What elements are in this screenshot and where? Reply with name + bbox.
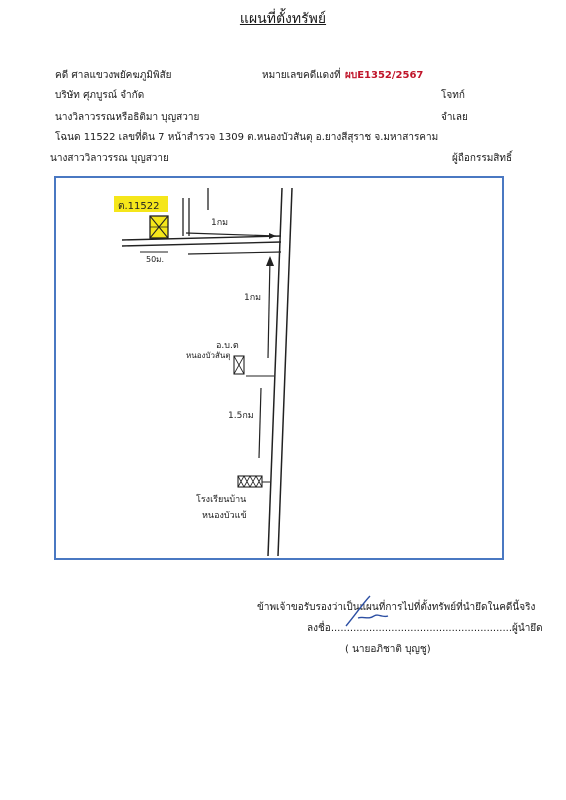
location-map [54,176,504,560]
signature-prefix: ลงชื่อ [307,623,331,634]
plaintiff-name: บริษัท ศุภบูรณ์ จำกัด [55,90,145,101]
distance-side-arrow [268,258,270,358]
junction-sublabel: หนองบัวสันตุ [186,351,231,360]
plaintiff-role: โจทก์ [441,90,465,101]
distance-bottom-arrow [259,388,261,458]
owner-name: นางสาววิลาวรรณ บุญสวาย [50,153,169,164]
certification-statement: ข้าพเจ้าขอรับรองว่าเป็นแผนที่การไปที่ตั้งทรัพย์ที่นำยึดในคดีนี้จริง [257,602,536,613]
parcel-label: ต.11522 [118,201,160,212]
court-name: คดี ศาลแขวงพยัคฆภูมิพิสัย [55,70,172,81]
distance-top-arrow [186,233,276,236]
case-number-value: ผบE1352/2567 [345,70,424,81]
map-drawing [56,178,502,558]
signature-dots: ......................................................... [330,623,512,634]
distance-bottom-label: 1.5กม [228,411,254,421]
defendant-role: จำเลย [441,112,468,123]
deed-details: โฉนด 11522 เลขที่ดิน 7 หน้าสำรวจ 1309 ต.หนองบัวสันตุ อ.ยางสีสุราช จ.มหาสารคาม [55,132,439,143]
signer-name: ( นายอภิชาติ บุญชู) [345,644,431,655]
signature-role: ผู้นำยึด [512,623,543,634]
arrowhead [266,256,274,266]
distance-side-label: 1กม [244,293,262,303]
landmark-label-1: โรงเรียนบ้าน [196,495,247,505]
landmark-label-2: หนองบัวแข้ [202,511,247,521]
school-box [238,476,262,487]
page-title: แผนที่ตั้งทรัพย์ [239,11,327,27]
case-number-label: หมายเลขคดีแดงที่ [262,70,341,81]
horizontal-road [122,242,281,246]
horizontal-road [122,236,281,240]
arrowhead [269,233,276,239]
distance-top-label: 1กม [211,218,229,228]
distance-50-label: 50ม. [146,255,164,264]
junction-label: อ.บ.ต [216,341,239,351]
secondary-road [188,252,281,254]
school-hatch [238,476,262,487]
handwritten-signature [338,594,400,630]
owner-role: ผู้ถือกรรมสิทธิ์ [452,153,513,164]
defendant-name: นางวิลาวรรณหรือธิติมา บุญสวาย [55,112,200,123]
